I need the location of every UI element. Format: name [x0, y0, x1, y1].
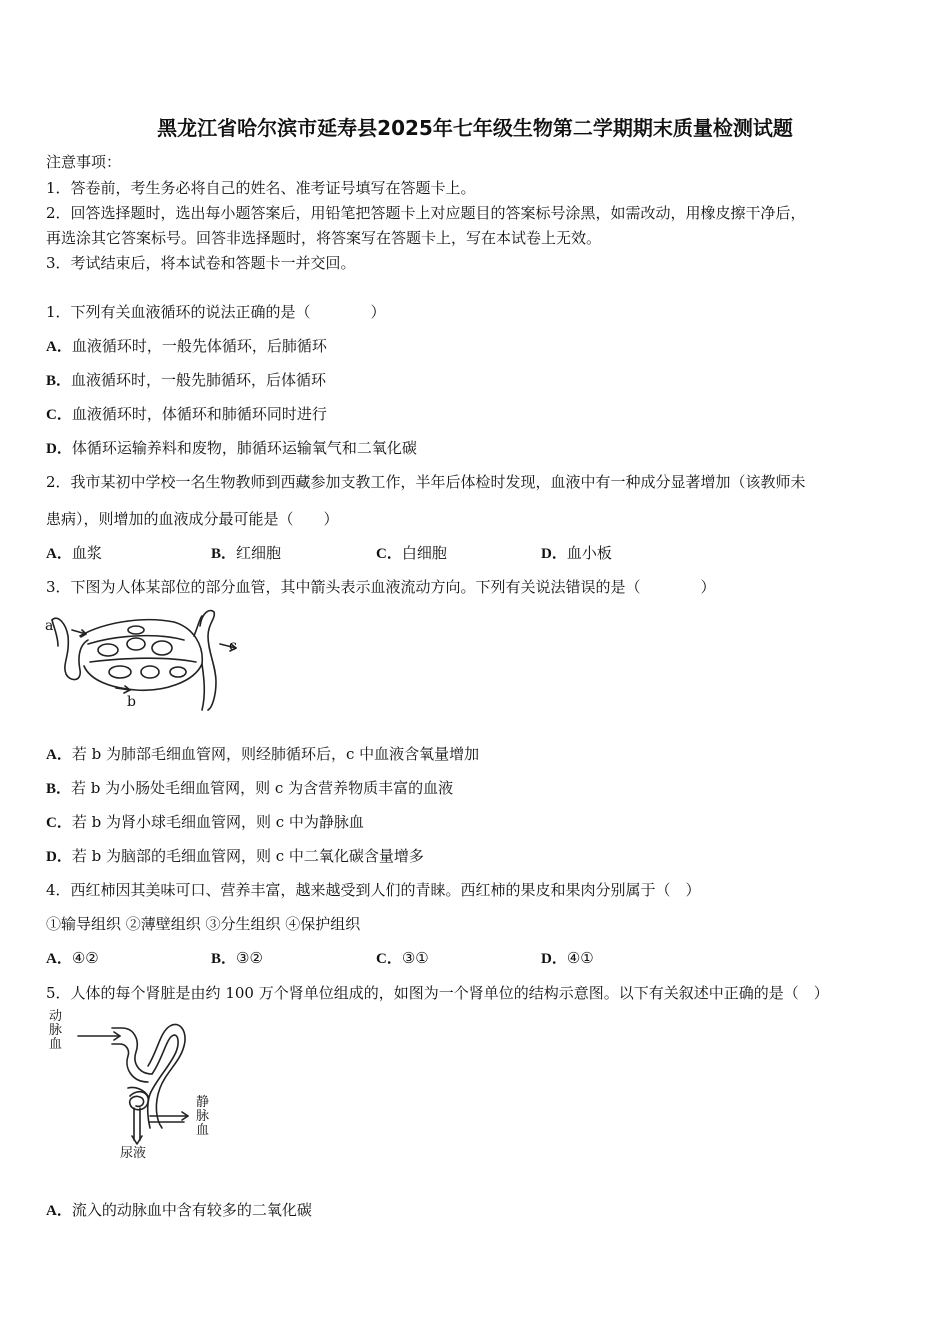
option-text: 血液循环时，一般先体循环，后肺循环 [71, 337, 327, 355]
option-text: ③② [236, 949, 263, 967]
question-4-stem: 4．西红柿因其美味可口、营养丰富，越来越受到人们的青睐。西红柿的果皮和果肉分别属于（ ） [46, 881, 701, 899]
option-text: 若 b 为脑部的毛细血管网，则 c 中二氧化碳含量增多 [71, 847, 424, 865]
option-letter: B． [46, 781, 72, 797]
option-letter: A． [46, 1203, 72, 1219]
option-text: 若 b 为肺部毛细血管网，则经肺循环后，c 中血液含氧量增加 [71, 745, 480, 763]
option-letter: B． [211, 546, 237, 562]
nephron-diagram [44, 1008, 224, 1164]
question-4-option-b[interactable] [211, 948, 263, 969]
page-title: 黑龙江省哈尔滨市延寿县2025年七年级生物第二学期期末质量检测试题 [157, 116, 793, 140]
notice-heading: 注意事项： [46, 153, 122, 171]
label-char: 血 [49, 1037, 63, 1052]
option-text: 白细胞 [401, 544, 447, 562]
figure-label-b: b [127, 694, 136, 710]
notice-item: 2．回答选择题时，选出每小题答案后，用铅笔把答题卡上对应题目的答案标号涂黑，如需改动，用橡皮擦干净后， [46, 204, 806, 222]
question-4-option-d[interactable] [541, 948, 594, 969]
option-text: 血小板 [566, 544, 612, 562]
option-text: ③① [401, 949, 429, 967]
option-letter: D． [541, 951, 567, 967]
option-text: 若 b 为肾小球毛细血管网，则 c 中为静脉血 [71, 813, 364, 831]
question-3-stem: 3．下图为人体某部位的部分血管，其中箭头表示血液流动方向。下列有关说法错误的是（ ） [46, 578, 716, 596]
notice-item: 1．答卷前，考生务必将自己的姓名、准考证号填写在答题卡上。 [46, 179, 476, 197]
question-1-option-c[interactable] [46, 404, 327, 425]
option-text: 血浆 [71, 544, 102, 562]
question-2-option-c[interactable] [376, 543, 447, 564]
question-3-option-b[interactable] [46, 778, 453, 799]
label-char: 血 [196, 1123, 210, 1138]
label-char: 脉 [49, 1023, 63, 1038]
option-letter: A． [46, 546, 72, 562]
figure-label-a: a [45, 618, 54, 634]
question-4-option-a[interactable] [46, 948, 99, 969]
capillary-diagram [44, 606, 244, 712]
option-letter: B． [46, 373, 72, 389]
question-5-option-a[interactable] [46, 1200, 312, 1221]
option-letter: A． [46, 339, 72, 355]
question-2-option-a[interactable] [46, 543, 102, 564]
nephron-label-urine: 尿液 [120, 1146, 147, 1161]
question-2-option-b[interactable] [211, 543, 281, 564]
label-char: 静 [196, 1095, 210, 1110]
question-1-option-a[interactable] [46, 336, 327, 357]
label-char: 动 [49, 1009, 63, 1024]
question-3-option-c[interactable] [46, 812, 364, 833]
question-1-stem: 1．下列有关血液循环的说法正确的是（ ） [46, 303, 386, 321]
option-text: 血液循环时，一般先肺循环，后体循环 [71, 371, 327, 389]
option-letter: D． [46, 849, 72, 865]
notice-item: 3．考试结束后，将本试卷和答题卡一并交回。 [46, 254, 356, 272]
option-text: 红细胞 [236, 544, 282, 562]
question-2-stem: 2．我市某初中学校一名生物教师到西藏参加支教工作，半年后体检时发现，血液中有一种成分显著增加（该教师未 [46, 473, 806, 491]
option-text: 流入的动脉血中含有较多的二氧化碳 [71, 1201, 312, 1219]
question-2-stem-cont: 患病），则增加的血液成分最可能是（ ） [46, 510, 339, 528]
figure-label-c: c [229, 638, 237, 654]
option-letter: C． [46, 815, 72, 831]
label-char: 脉 [196, 1109, 210, 1124]
question-1-option-b[interactable] [46, 370, 326, 391]
option-letter: C． [376, 951, 402, 967]
option-text: ④② [71, 949, 99, 967]
nephron-label-vein [196, 1096, 209, 1138]
option-text: 血液循环时，体循环和肺循环同时进行 [71, 405, 327, 423]
option-letter: D． [46, 441, 72, 457]
question-3-option-a[interactable] [46, 744, 479, 765]
option-text: 体循环运输养料和废物，肺循环运输氧气和二氧化碳 [71, 439, 417, 457]
question-4-choices: ①输导组织 ②薄壁组织 ③分生组织 ④保护组织 [46, 915, 361, 933]
option-letter: D． [541, 546, 567, 562]
option-text: 若 b 为小肠处毛细血管网，则 c 为含营养物质丰富的血液 [71, 779, 454, 797]
question-4-option-c[interactable] [376, 948, 429, 969]
notice-item: 再选涂其它答案标号。回答非选择题时，将答案写在答题卡上，写在本试卷上无效。 [46, 229, 602, 247]
question-5-stem: 5．人体的每个肾脏是由约 100 万个肾单位组成的，如图为一个肾单位的结构示意图。以下有关叙述中正确的是（ ） [46, 984, 829, 1002]
question-3-option-d[interactable] [46, 846, 424, 867]
option-letter: A． [46, 747, 72, 763]
option-letter: C． [376, 546, 402, 562]
question-2-option-d[interactable] [541, 543, 612, 564]
option-letter: A． [46, 951, 72, 967]
nephron-label-artery [49, 1010, 62, 1052]
option-letter: C． [46, 407, 72, 423]
option-text: ④① [566, 949, 594, 967]
option-letter: B． [211, 951, 237, 967]
question-1-option-d[interactable] [46, 438, 417, 459]
